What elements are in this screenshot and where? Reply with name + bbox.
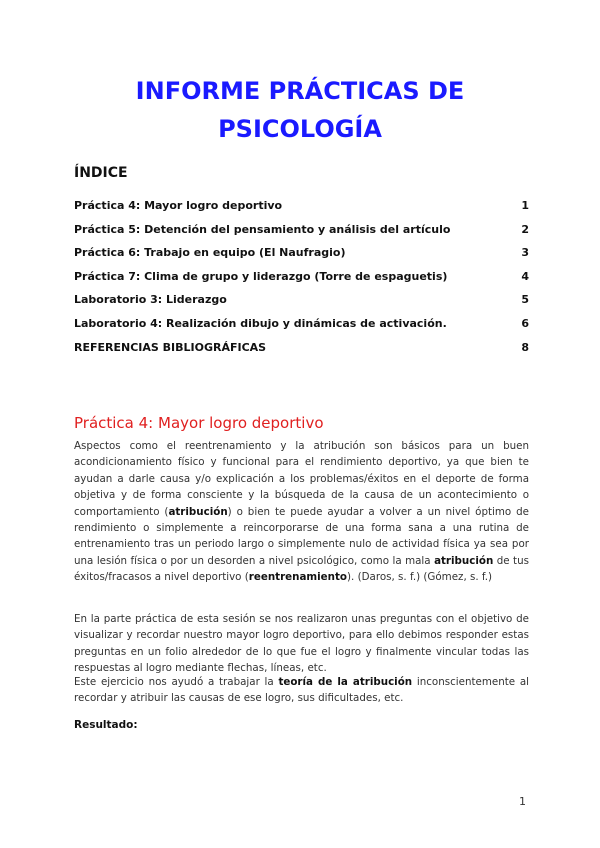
body-paragraph [74,674,529,707]
toc-entry[interactable] [74,293,529,317]
toc-entry-label: Práctica 6: Trabajo en equipo (El Naufragio) [74,246,346,260]
toc-entry-label: Práctica 4: Mayor logro deportivo [74,199,283,212]
toc-entry-label: Práctica 7: Clima de grupo y liderazgo (Torre de espaguetis) [74,269,448,283]
toc-entry-page: 6 [521,316,529,330]
table-of-contents [74,199,529,364]
document-title [60,72,540,148]
toc-entry-page: 4 [521,269,529,283]
toc-entry-page: 2 [521,222,529,236]
toc-entry-label: Práctica 5: Detención del pensamiento y análisis del artículo [74,222,451,236]
page-number: 1 [519,795,526,808]
body-paragraph [74,438,529,586]
section-heading: Práctica 4: Mayor logro deportivo [74,414,324,432]
body-paragraph: En la parte práctica de esta sesión se nos realizaron unas preguntas con el objetivo de visualizar y recordar nuestro mayor logro deportivo, para ello debimos responder estas preguntas en un folio alrededor de lo que fue el logro y finalmente vincular todas las respuestas al logro mediante flechas, líneas, etc. [74,613,529,675]
bold-term: atribución [168,505,228,518]
toc-entry[interactable] [74,246,529,270]
result-label: Resultado: [74,719,138,731]
toc-entry[interactable] [74,199,529,223]
toc-entry[interactable] [74,341,529,365]
paragraph-text: ) o bien te puede ayudar a volver a un nivel óptimo de rendimiento o simplemente a reincorporarse de una forma sana a una rutina de entrenamiento tras un periodo largo o simplemente nulo de actividad física ya sea por una lesión física o por un desorden a nivel psicológico, como la mala [74,505,530,567]
toc-entry-label: Laboratorio 3: Liderazgo [74,293,227,307]
bold-term: teoría de la atribución [278,676,413,688]
paragraph-text: ). (Daros, s. f.) (Gómez, s. f.) [347,571,493,584]
toc-entry-label: Laboratorio 4: Realización dibujo y dinámicas de activación. [74,316,447,330]
toc-heading: ÍNDICE [74,165,128,181]
toc-entry[interactable] [74,223,529,247]
bold-term: atribución [434,554,494,567]
bold-term: reentrenamiento [248,571,347,584]
toc-entry[interactable] [74,270,529,294]
title-line-1: INFORME PRÁCTICAS DE [135,77,465,105]
paragraph-text: de tus éxitos/fracasos a nivel deportivo ( [74,554,529,584]
toc-entry-page: 3 [521,246,529,260]
paragraph-text: inconscientemente al recordar y atribuir las causas de ese logro, sus dificultades, etc. [74,676,529,705]
paragraph-text: Este ejercicio nos ayudó a trabajar la [74,676,279,688]
toc-entry-page: 5 [521,293,529,307]
title-line-2: PSICOLOGÍA [218,115,382,143]
toc-entry-page: 1 [521,199,529,212]
toc-entry-label: REFERENCIAS BIBLIOGRÁFICAS [74,340,267,354]
paragraph-text: Aspectos como el reentrenamiento y la atribución son básicos para un buen acondicionamiento físico y funcional para el rendimiento deportivo, ya que bien te ayudan a darle causa y/o explicación a los problemas/éxitos en el deporte de forma objetiva y de forma consciente y la búsqueda de la causa de un acontecimiento o comportamiento ( [74,440,529,518]
toc-entry-page: 8 [521,340,529,354]
toc-entry[interactable] [74,317,529,341]
